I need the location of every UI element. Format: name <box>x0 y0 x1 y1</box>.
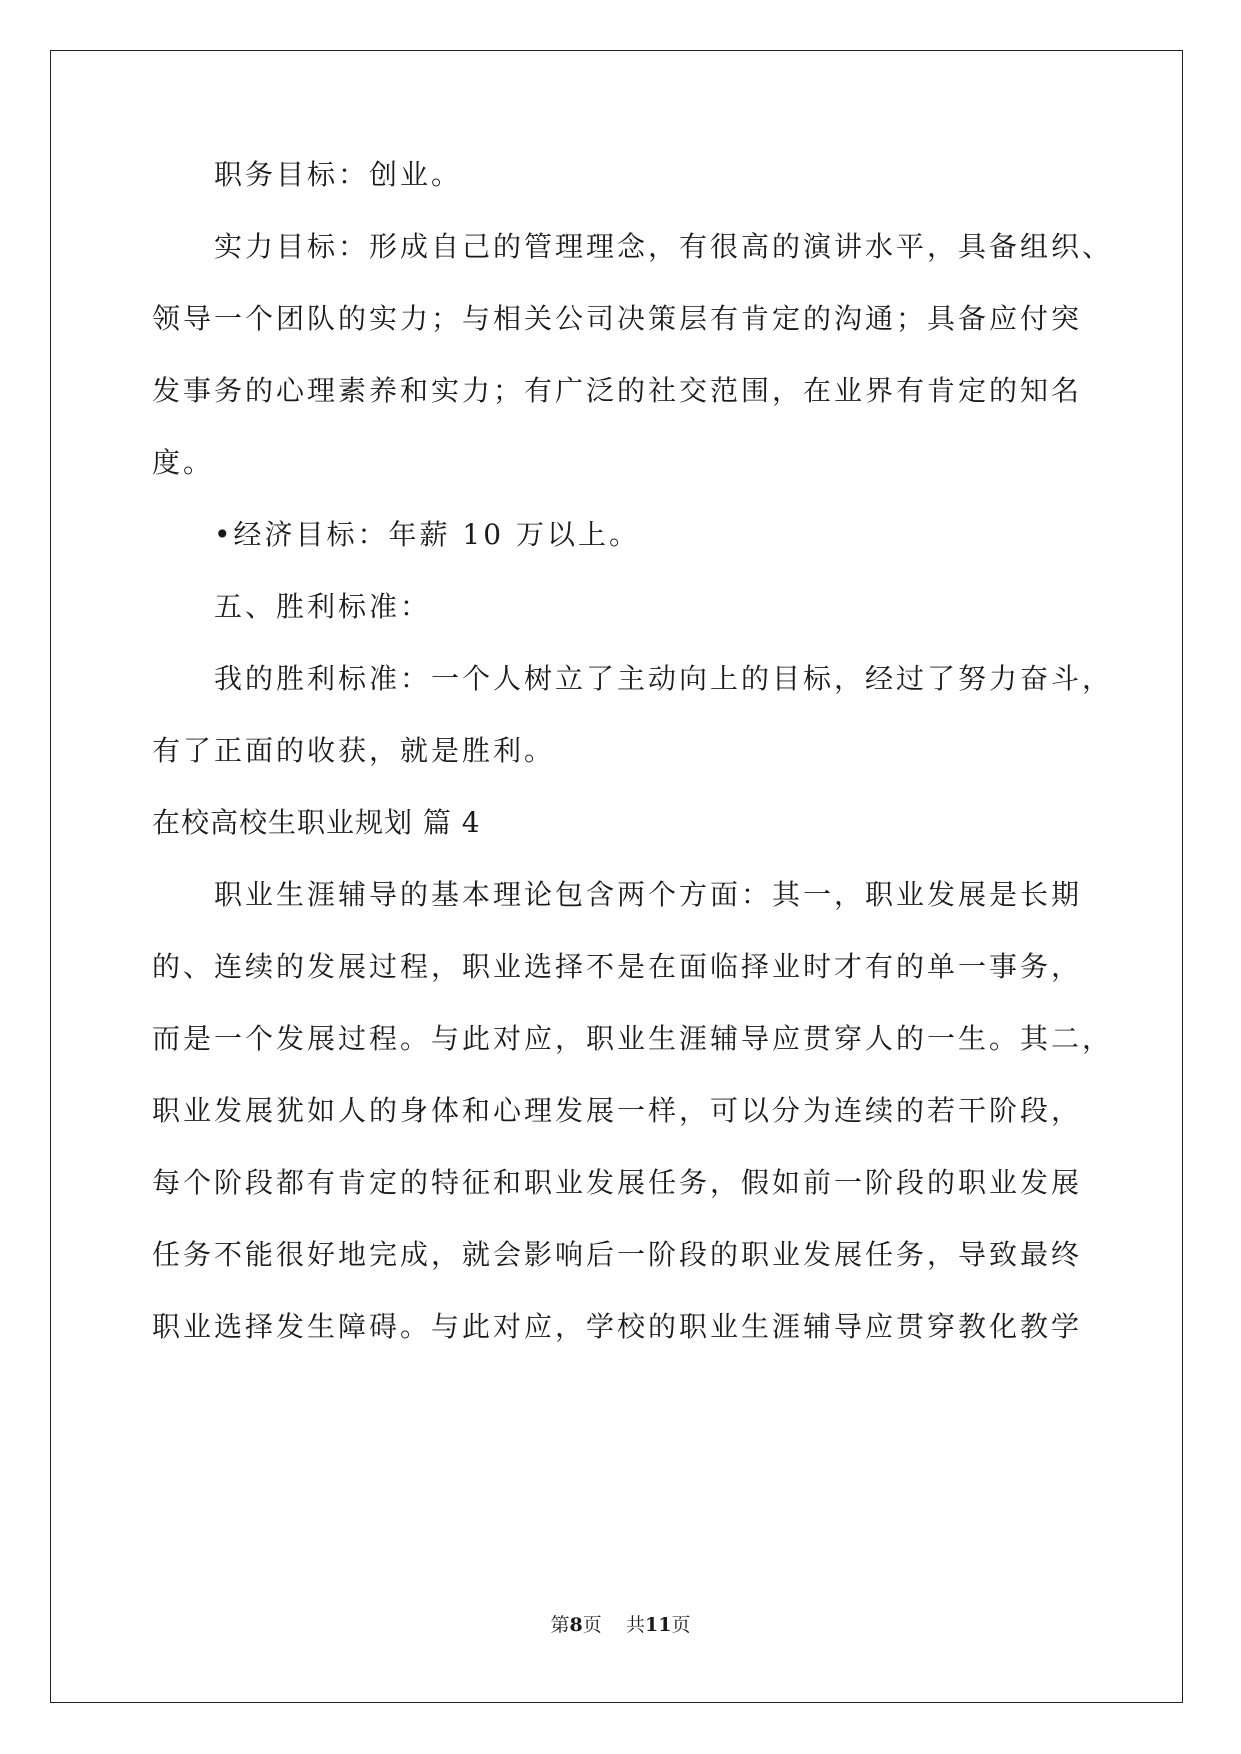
paragraph-line: 职业选择发生障碍。与此对应，学校的职业生涯辅导应贯穿教化教学 <box>152 1310 1083 1343</box>
footer-total-pages: 11 <box>644 1614 672 1636</box>
paragraph-line: 职业生涯辅导的基本理论包含两个方面：其一，职业发展是长期 <box>214 878 1083 911</box>
footer-total-prefix: 共 <box>625 1614 645 1636</box>
footer-page-suffix: 页 <box>582 1614 602 1636</box>
paragraph-line: 实力目标：形成自己的管理理念，有很高的演讲水平，具备组织、 <box>214 230 1114 263</box>
article-title: 在校高校生职业规划 篇 4 <box>152 806 481 839</box>
paragraph-line: 职务目标：创业。 <box>214 158 463 191</box>
paragraph-line: 的、连续的发展过程，职业选择不是在面临择业时才有的单一事务， <box>152 950 1083 983</box>
paragraph-line: 领导一个团队的实力；与相关公司决策层有肯定的沟通；具备应付突 <box>152 302 1083 335</box>
paragraph-line: 职业发展犹如人的身体和心理发展一样，可以分为连续的若干阶段， <box>152 1094 1083 1127</box>
bullet-line: •经济目标：年薪 10 万以上。 <box>214 518 640 551</box>
paragraph-line: 任务不能很好地完成，就会影响后一阶段的职业发展任务，导致最终 <box>152 1238 1083 1271</box>
paragraph-line: 有了正面的收获，就是胜利。 <box>152 734 556 767</box>
page-footer <box>0 1612 1241 1638</box>
footer-page-number: 8 <box>569 1614 583 1636</box>
footer-prefix: 第 <box>550 1614 570 1636</box>
paragraph-line: 度。 <box>152 446 215 479</box>
paragraph-line: 我的胜利标准：一个人树立了主动向上的目标，经过了努力奋斗， <box>214 662 1114 695</box>
footer-total-suffix: 页 <box>671 1614 691 1636</box>
paragraph-line: 发事务的心理素养和实力；有广泛的社交范围，在业界有肯定的知名 <box>152 374 1083 407</box>
paragraph-line: 每个阶段都有肯定的特征和职业发展任务，假如前一阶段的职业发展 <box>152 1166 1083 1199</box>
paragraph-line: 而是一个发展过程。与此对应，职业生涯辅导应贯穿人的一生。其二， <box>152 1022 1114 1055</box>
section-heading: 五、胜利标准： <box>214 590 432 623</box>
